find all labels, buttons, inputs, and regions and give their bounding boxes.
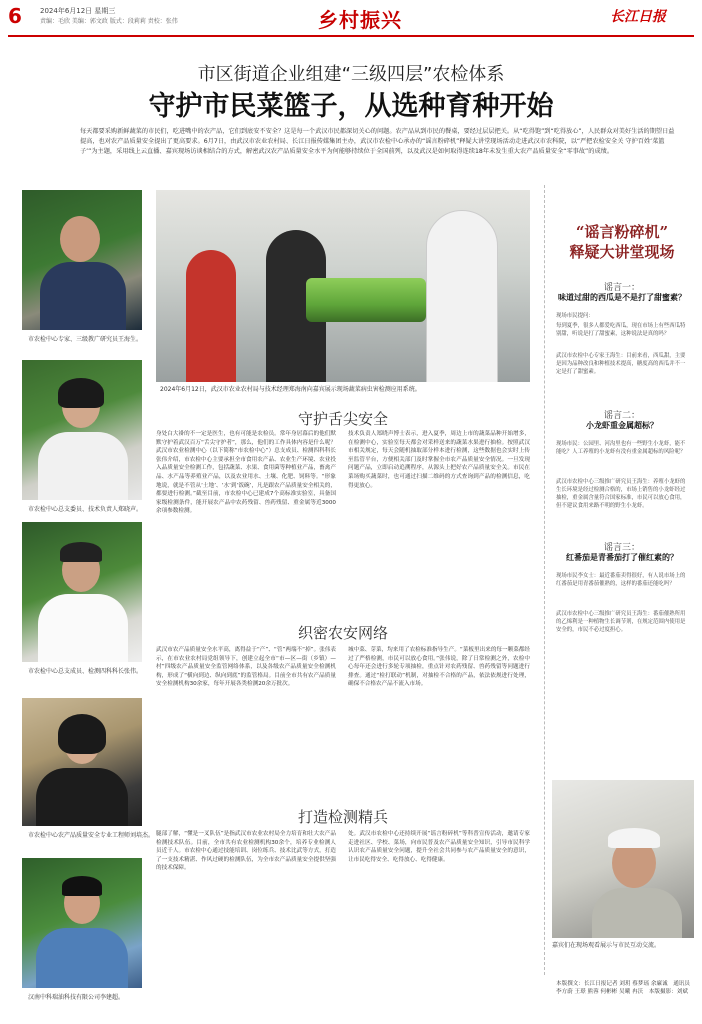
rumor-2-text: 现场市民：公园里、河沟里也有一些野生小龙虾，能不能吃？人工养殖的小龙虾有没有重金属超标的风险呢？ [556, 441, 686, 455]
person-silhouette [60, 216, 100, 262]
right-photo [552, 780, 694, 938]
hair [58, 714, 106, 754]
photo-expert-2 [22, 360, 142, 500]
panel-title [552, 222, 692, 268]
section-title: 乡村振兴 [318, 8, 402, 32]
hair [62, 876, 102, 896]
section-heading-1: 守护舌尖安全 [297, 410, 388, 428]
credits-footer: 本版撰文：长江日报记者 刘玥 蔡梦瑶 余廉诚 通讯员 李方蔚 王璟 熊蓉 何彬彬 吴曦 冉沃 本版摄影：刘斌 [556, 981, 690, 995]
body-column: 腿部了解，“懂是一叉队伍”是指武汉市农业农村局全力培育和壮大农产品检测技术队伍。目前，全市共有农业检测机构30余个，培养专业检测人员近千人。市农检中心通过技能培训、岗位练兵、技术比武等方式，打造了一支技术精湛、作风过硬的检测队伍，为全市农产品质量安全提供坚强的技术保障。 [156, 831, 336, 872]
rumor-3-answer: 武汉市农检中心三级推广研究员王海生：番茄催熟所用的乙烯利是一种植物生长调节剂，在规定范围内使用是安全的，市民不必过度担心。 [556, 611, 686, 633]
rumor-3-text: 现场市民李女士：最近番茄卖得很好，有人说市场上的红番茄是用青番茄催熟的，这样的番茄还能吃吗？ [556, 573, 686, 587]
rumor-2-answer: 武汉市农检中心三级推广研究员王海生：养殖小龙虾的生长环境是经过检测合格的，市场上销售的小龙虾经过抽检，重金属含量符合国家标准，市民可以放心食用，但不建议食用来路不明的野生小龙虾。 [556, 479, 686, 509]
hair [60, 542, 102, 562]
rumor-3-question: 红番茄是青番茄打了催红素的？ [566, 553, 678, 562]
body-column: 技术负责人郑晓声博士表示，进入夏季，周边上市的蔬菜品种开始增多，在检测中心，实验室每天都会对采样送来的蔬菜水果进行抽检。按照武汉市相关规定，每天会随机抽取部分样本进行检测，这些数据也会实时上传至监管平台，方便相关部门及时掌握全市农产品质量安全情况。一旦发现问题产品，立即启动追溯程序，从源头上把好农产品质量安全关。市民在菜场购买蔬菜时，也可通过扫描二维码的方式查询到产品的检测信息，吃得更放心。 [348, 431, 530, 489]
photo-expert-5 [22, 858, 142, 988]
shirt [40, 262, 126, 330]
rumor-1-answer: 武汉市农检中心专家王海生：目前来看，西瓜甜，主要是因为品种改良和种植技术提高，糖度高的西瓜并不一定是打了甜蜜素。 [556, 353, 686, 375]
caption-5: 汉南中科瑞油科技有限公司李建超。 [28, 994, 125, 1001]
body-column: 武汉市农产品质量安全水平高，离得益于“产”、“管”两端不“掉”。张伟表示，在市农业农村局党组领导下，创建立起全市“市—区—街（乡镇）—村”四级农产品质量安全监管网络体系，以及各级农产品质量安全检测机构，形成了“横向到边、纵向到底”的监管格局。目前全市共有农产品质量安全检测机构30余家，每年开展各类检测20余万批次。 [156, 647, 336, 688]
rumor-1-text: 每到夏季，很多人都爱吃西瓜，现在市场上有些西瓜特别甜，听说是打了甜蜜素，这种说法是真的吗？ [556, 323, 686, 337]
person-left [186, 250, 236, 382]
rumor-1-question: 味道过甜的西瓜是不是打了甜蜜素？ [558, 293, 686, 302]
seedling-tray [306, 278, 426, 322]
page-number: 6 [8, 4, 22, 28]
shirt [36, 768, 128, 826]
hair [58, 378, 104, 408]
panel-title-line1: “谣言粉碎机” [575, 223, 669, 241]
photo-expert-3 [22, 522, 142, 662]
shirt [36, 928, 128, 988]
rumor-1-label: 现场市民提问： [556, 313, 594, 319]
shirt [592, 888, 682, 938]
kicker: 市区街道企业组建“三级四层”农检体系 [197, 64, 505, 85]
header-rule [8, 35, 694, 37]
person-right [426, 210, 498, 382]
newspaper-logo: 长江日报 [610, 9, 666, 25]
lead-paragraph: 每天都要采购新鲜蔬菜的市民们，吃进嘴中的农产品，它们到底安不安全？这是每一个武汉市民都深切关心的问题。农产品从到市民的餐桌，要经过层层把关。从“吃得饱”到“吃得放心”，人民群众对美好生活的期望日益提高，也对农产品质量安全提出了更高要求。6月7日，由武汉市农业农村局、长江日报传媒集团主办，武汉市农检中心承办的“谣言粉碎机”释疑大讲堂现场活动走进武汉市农科院，以“严把农检安全关 守护百姓‘菜篮子’”为主题，采用线上云直播、嘉宾现场访谈相结合的方式，解密武汉农产品质量安全水平为何能够持续位于全国前列，以及武汉是如何取得连续18年未发生重大农产品质量安全“零事故”的成绩。 [80, 128, 675, 155]
headline: 守护市民菜篮子，从选种育种开始 [148, 91, 554, 122]
body-column: 处。武汉市农检中心还持续开展“谣言粉碎机”等科普宣传活动，邀请专家走进社区、学校、菜场，向市民普及农产品质量安全知识，引导市民科学认识农产品质量安全问题，提升全社会共同参与农产品质量安全的意识，让市民吃得安全、吃得放心、吃得健康。 [348, 831, 530, 863]
shirt [38, 594, 128, 662]
right-photo-caption: 嘉宾们在现场观看展示与市民互动交流。 [552, 942, 661, 949]
panel-title-line2: 释疑大讲堂现场 [569, 243, 675, 261]
rumor-1-number: 谣言一： [603, 283, 640, 293]
page-header [0, 0, 702, 38]
rumor-3-number: 谣言三： [603, 543, 640, 553]
caption-4: 市农检中心农产品质量安全专业工程师刘培杰。 [28, 832, 155, 839]
section-heading-2: 织密农安网络 [297, 624, 388, 642]
editors-line: 责编：毛欣 美编：郭文政 版式：段莉莉 责校：张伟 [40, 18, 178, 25]
hat [608, 828, 660, 848]
main-photo-caption: 2024年6月12日，武汉市农业农村局与技术经理郑海南向嘉宾展示现场蔬菜病虫害检测应用系统。 [160, 386, 421, 393]
rumor-2-question: 小龙虾重金属超标？ [586, 421, 658, 430]
body-column: 城中菜、芽菜，均来用了农检标准指导生产。“菜板里出来的每一颗菜都经过了严格检测，市民可以放心食用。”张伟说，除了日常检测之外，农检中心每年还会进行多轮专项抽检，重点针对农药残留、兽药残留等问题进行排查。通过“检打联动”机制，对抽检不合格的产品，依法依规进行处理，确保不合格农产品不流入市场。 [348, 647, 530, 688]
body-column: 身处白大褂的不一定是医生，也有可能是农检员。常年身居幕后的他们默默守护着武汉百万“舌尖守护者”，那么，他们的工作具体内容是什么呢？武汉市农业检测中心（以下简称“市农检中心”）总支成员、检测四科科长张伟介绍，市农检中心主要承担全市食用农产品、农业生产环境、农业投入品质量安全检测工作，包括蔬菜、水果、食用菌等种植业产品，畜禽产品、水产品等养殖业产品，以及农业用水、土壤、化肥、饲料等。“形象地说，就是不管从‘土地’、‘水’到‘饭碗’，凡是跟农产品质量安全相关的，都要进行检测。”截至目前，市农检中心已建成7个高标准实验室，具备国家级检测条件，能开展农产品中农药残留、兽药残留、重金属等近3000余项参数检测。 [156, 431, 336, 515]
caption-1: 市农检中心专家、三级教广研究员王海生。 [28, 336, 143, 343]
section-heading-3: 打造检测精兵 [297, 808, 388, 826]
issue-date: 2024年6月12日 星期三 [40, 7, 116, 15]
photo-expert-1 [22, 190, 142, 330]
main-photo [156, 190, 530, 382]
rumor-2-number: 谣言二： [603, 411, 640, 421]
photo-expert-4 [22, 698, 142, 826]
shirt [38, 432, 128, 500]
caption-3: 市农检中心总支成员、检测四科科长张伟。 [28, 668, 143, 675]
caption-2: 市农检中心总支委员、技术负责人郑晓声。 [28, 506, 143, 513]
